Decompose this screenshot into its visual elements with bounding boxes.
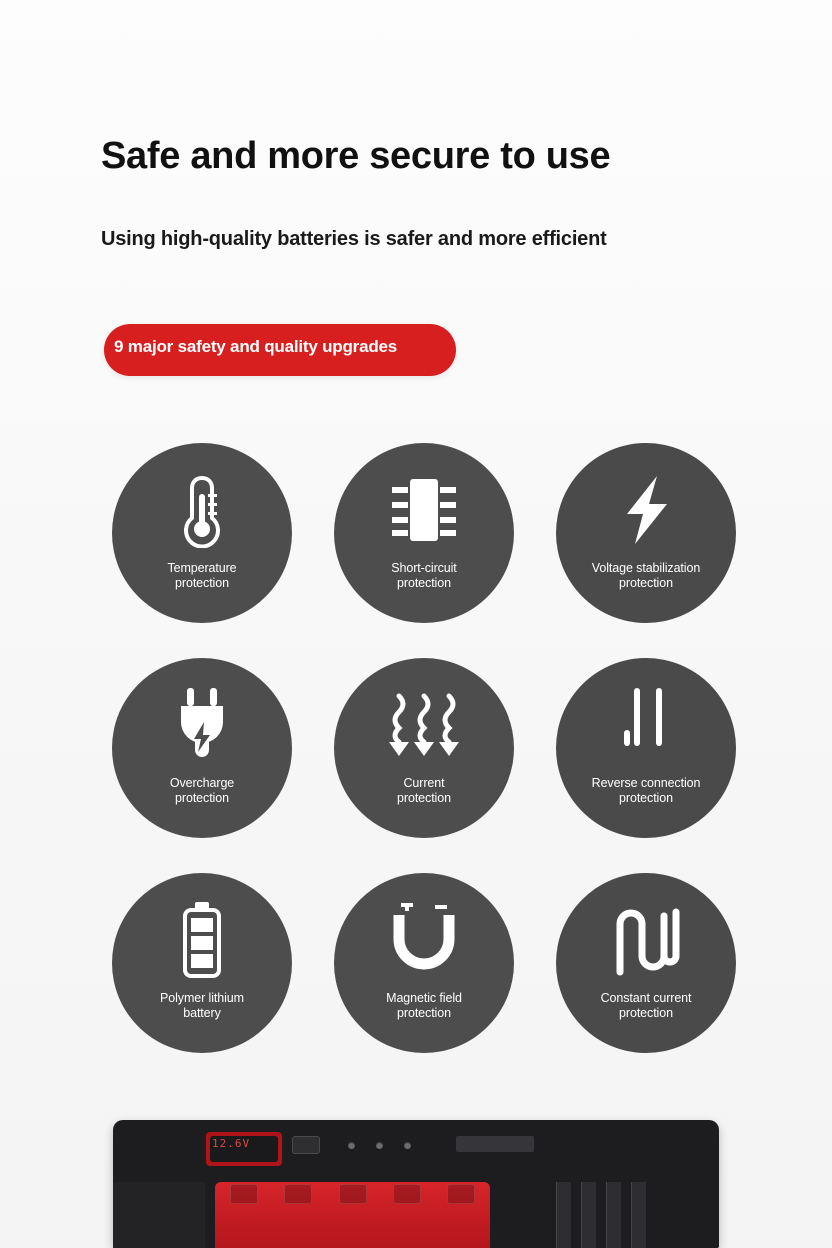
feature-caption [112,776,292,806]
feature-caption [334,776,514,806]
feature-caption [334,991,514,1021]
feature-caption-line1: Constant current [600,991,692,1005]
feature-caption-line1: Magnetic field [386,991,462,1005]
product-fin [606,1182,621,1248]
features-grid [96,443,762,1088]
feature-caption-line2: protection [619,575,673,590]
product-port [447,1184,475,1204]
product-port [284,1184,312,1204]
product-indicator-dot [404,1142,411,1149]
product-indicator-dot [376,1142,383,1149]
feature-circle [334,658,514,838]
feature-circle [112,873,292,1053]
feature-item [334,873,524,1063]
feature-caption-line1: Short-circuit [391,561,457,575]
feature-caption-line1: Voltage stabilization [591,561,701,575]
feature-circle [334,443,514,623]
down-arrows-icon [334,682,514,768]
page-title: Safe and more secure to use [101,135,611,177]
feature-item [334,658,524,848]
product-port [230,1184,258,1204]
feature-item [556,443,746,633]
feature-item [334,443,524,633]
feature-circle [112,443,292,623]
reverse-connection-icon [556,682,736,768]
product-fin [631,1182,646,1248]
feature-caption [112,991,292,1021]
battery-icon [112,897,292,983]
feature-caption-line1: Polymer lithium [160,991,244,1005]
thermometer-icon [112,467,292,553]
feature-circle [334,873,514,1053]
feature-caption-line2: protection [175,790,229,805]
page-subtitle: Using high-quality batteries is safer and more efficient [101,228,607,250]
feature-caption-line1: Overcharge [169,776,235,790]
product-fins [556,1182,668,1248]
product-vent [456,1136,534,1152]
feature-item [556,658,746,848]
magnet-icon [334,897,514,983]
feature-caption [556,991,736,1021]
feature-circle [556,873,736,1053]
feature-item [112,443,302,633]
chip-icon [334,467,514,553]
product-display-bezel [206,1132,282,1166]
feature-caption-line1: Temperature [167,561,237,575]
feature-item [112,658,302,848]
product-fin [556,1182,571,1248]
feature-item [556,873,746,1063]
constant-current-icon [556,897,736,983]
product-photo [0,1108,832,1248]
feature-caption-line2: protection [397,790,451,805]
product-button-panel [292,1136,320,1154]
feature-caption-line2: protection [175,575,229,590]
feature-caption [112,561,292,591]
feature-caption [334,561,514,591]
feature-caption-line2: protection [397,575,451,590]
upgrades-badge-label: 9 major safety and quality upgrades [114,337,398,356]
product-left-side [113,1182,205,1248]
product-indicator-dot [348,1142,355,1149]
lightning-bolt-icon [556,467,736,553]
feature-caption-line1: Reverse connection [591,776,701,790]
feature-item [112,873,302,1063]
feature-caption-line2: protection [397,1005,451,1020]
feature-circle [556,443,736,623]
feature-caption-line2: battery [183,1005,221,1020]
feature-caption-line1: Current [403,776,445,790]
product-port [393,1184,421,1204]
product-display-text: 12.6V [212,1137,251,1150]
plug-icon [112,682,292,768]
product-fin [581,1182,596,1248]
feature-caption-line2: protection [619,1005,673,1020]
feature-circle [556,658,736,838]
feature-caption-line2: protection [619,790,673,805]
feature-caption [556,776,736,806]
product-ports [230,1184,475,1206]
feature-caption [556,561,736,591]
feature-circle [112,658,292,838]
product-port [339,1184,367,1204]
